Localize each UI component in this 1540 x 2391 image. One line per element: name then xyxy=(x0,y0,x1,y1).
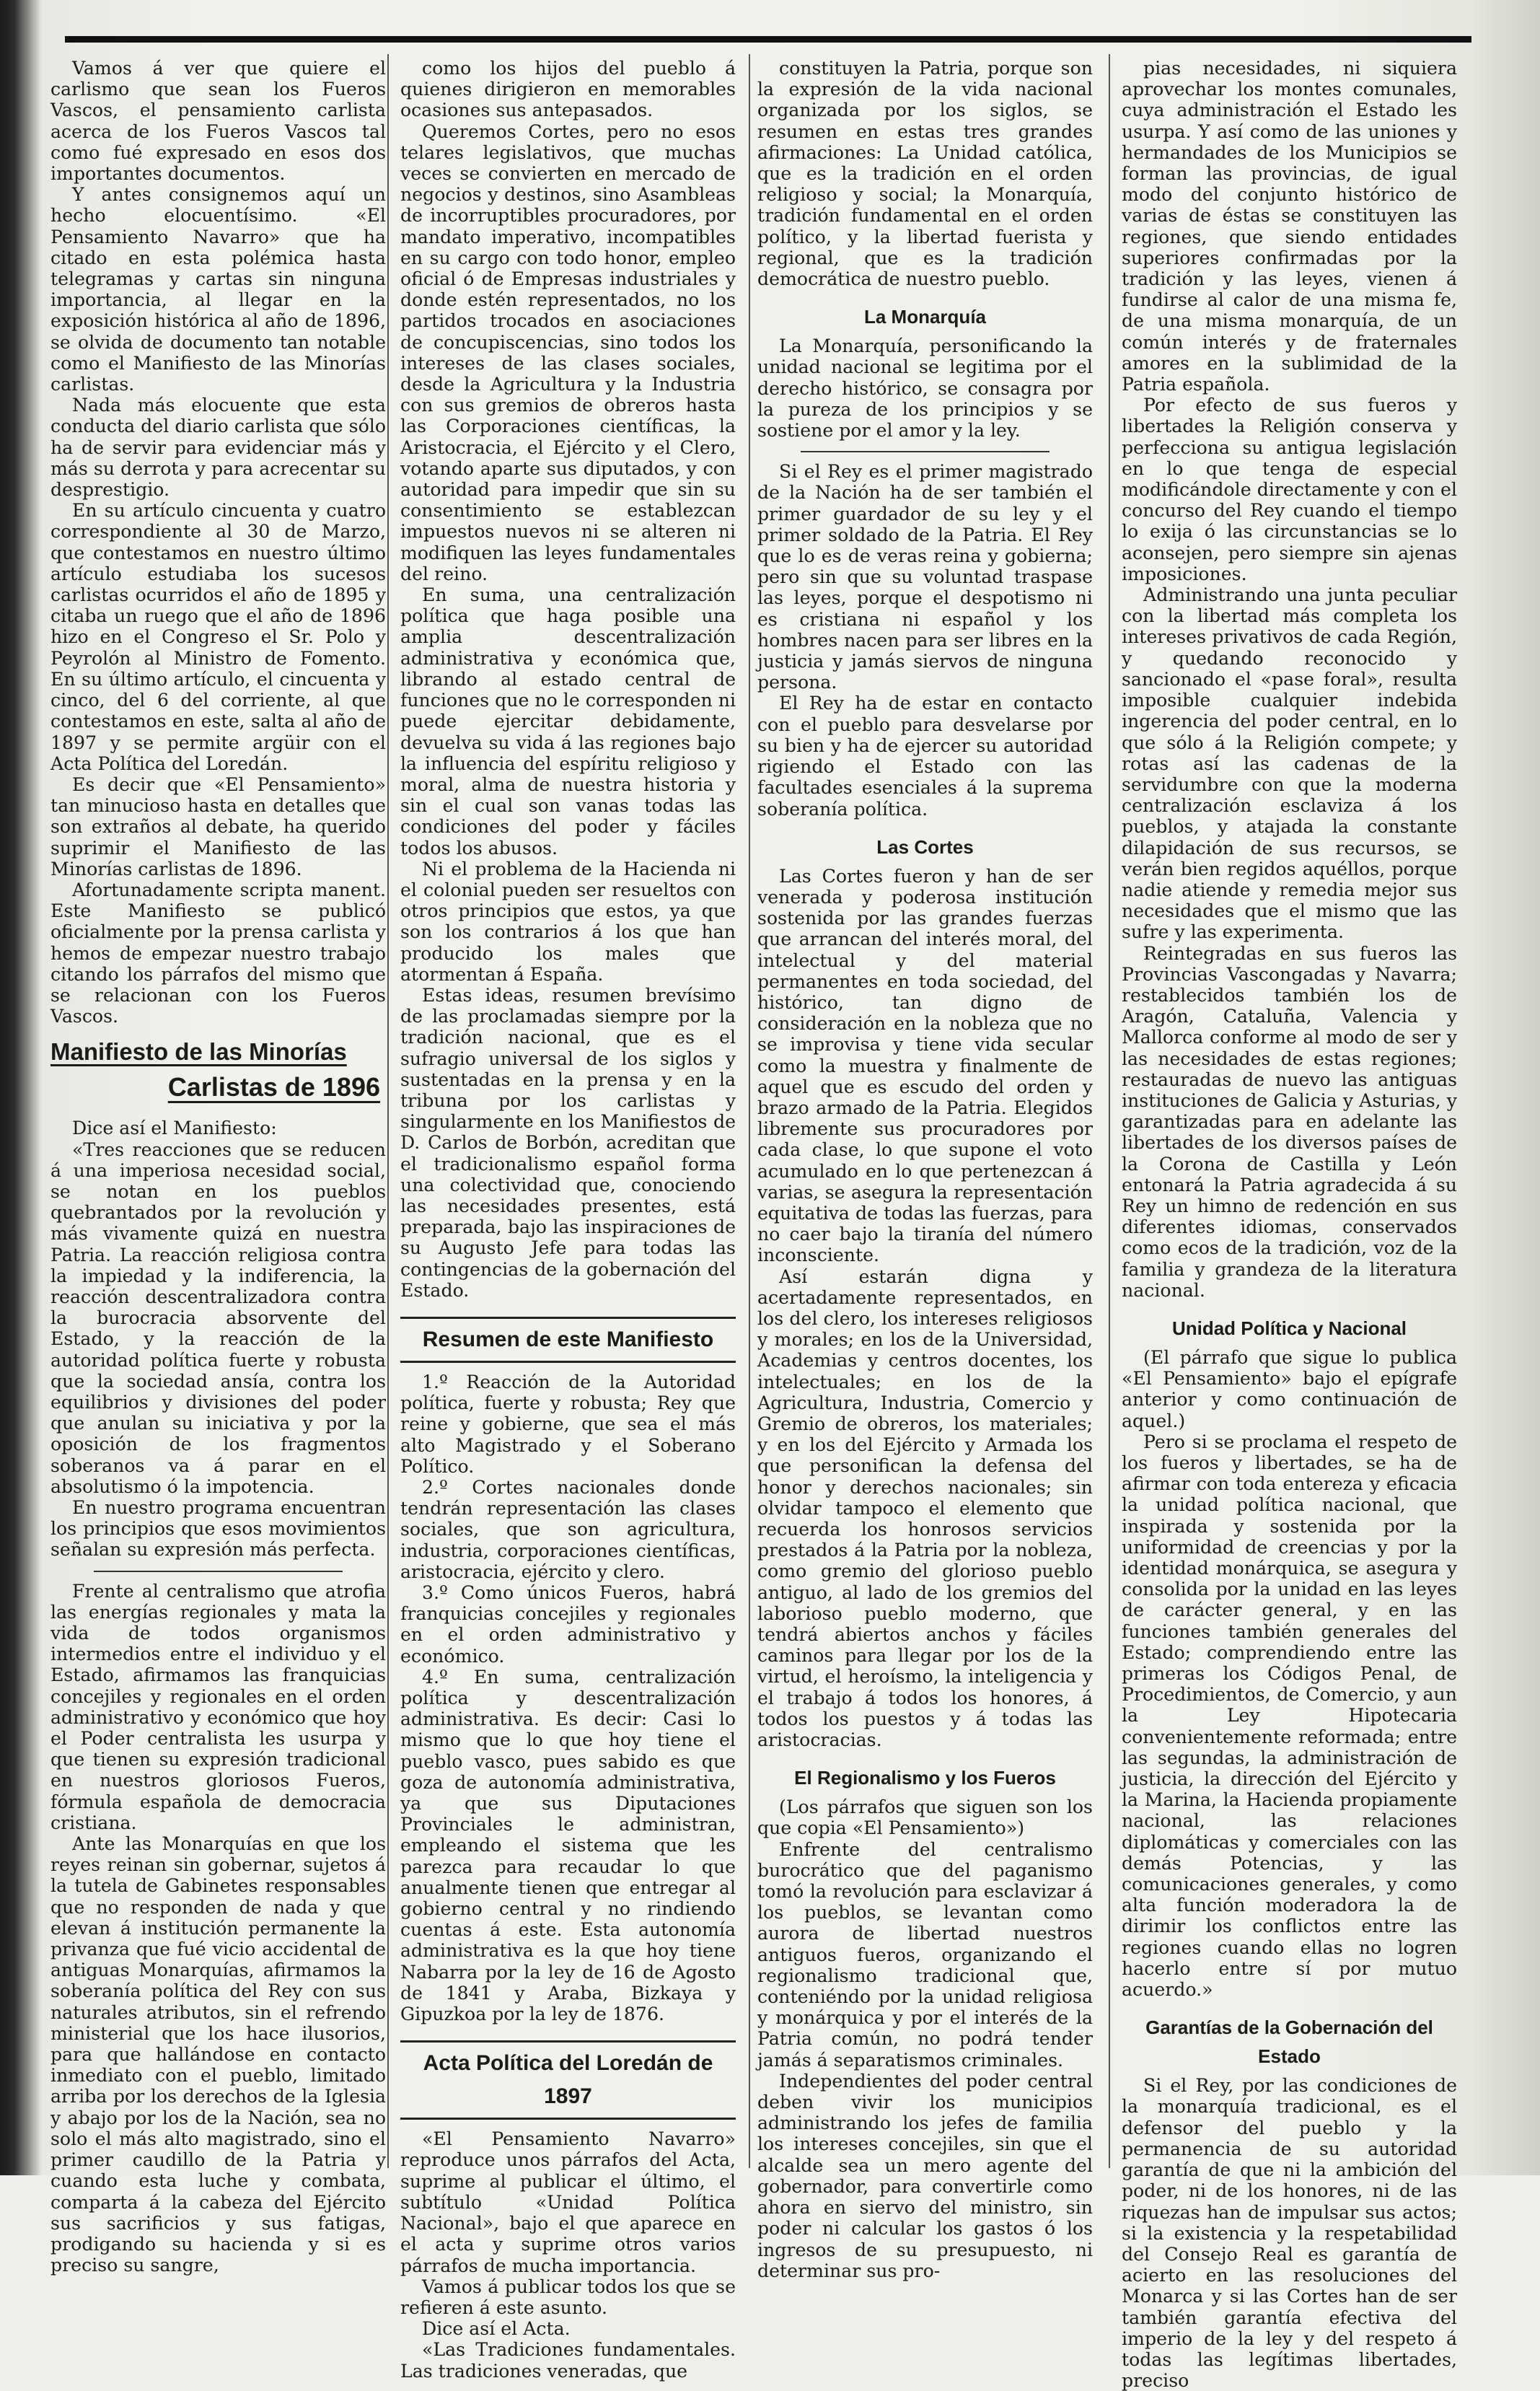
paragraph: Las Cortes fueron y han de ser venerada y poderosa institución sostenida por las grandes fuerzas que arrancan del interés moral, del intelectual y del material permanentes en toda sociedad, del histórico, tan digno de consideración en la nobleza que no se improvisa y tiene vida secular como la muestra y finalmente de aquel que es escudo del orden y brazo armado de la Patria. Elegidos libremente sus procuradores por cada clase, lo que supone el voto acumulado en lo que pertenezcan á varias, se asegura la representación equitativa de todas las fuerzas, para no caer bajo la tiranía del número inconsciente. xyxy=(757,865,1093,1266)
paragraph: En su artículo cincuenta y cuatro correspondiente al 30 de Marzo, que contestamos en nuestro último artículo estudiaba los sucesos carlistas ocurridos el año de 1895 y citaba un ruego que el año de 1896 hizo en el Congreso el Sr. Polo y Peyrolón al Ministro de Fomento. En su último artículo, el cincuenta y cinco, del 6 del corriente, al que contestamos en este, salta al año de 1897 y se permite argüir con el Acta Política del Loredán. xyxy=(50,500,386,774)
paragraph: Si el Rey, por las condiciones de la monarquía tradicional, es el defensor del pueblo y la permanencia de su autoridad garantía de que ni la ambición del poder, ni de los honores, ni de las riquezas han de impulsar sus actos; si la existencia y la respetabilidad del Consejo Real es garantía de acierto en las resoluciones del Monarca y si las Cortes han de ser también garantía efectiva del imperio de la ley y del respeto á todas las legítimas libertades, preciso xyxy=(1122,2075,1457,2391)
paragraph: (Los párrafos que siguen son los que copia «El Pensamiento») xyxy=(757,1796,1093,1839)
list-item: 1.º Reacción de la Autoridad política, fuerte y robusta; Rey que reine y gobierne, que sea el más alto Magistrado y el Soberano Político. xyxy=(400,1371,736,1477)
paragraph: «Las Tradiciones fundamentales. Las tradiciones veneradas, que xyxy=(400,2339,736,2382)
paragraph: Independientes del poder central deben vivir los municipios administrando los jefes de familia los intereses concejiles, sin que el alcalde sea un mero agente del gobernador, para convertirle como ahora en siervo del ministro, sin poder ni calcular los gastos ó los ingresos de su presupuesto, ni determinar sus pro- xyxy=(757,2070,1093,2281)
paragraph: Por efecto de sus fueros y libertades la Religión conserva y perfecciona su antigua legislación en lo que tenga de especial modificándole directamente y con el concurso del Rey cuando el tiempo lo exija ó las circunstancias se lo aconsejen, pero siempre sin ajenas imposiciones. xyxy=(1122,395,1457,584)
section-heading-manifiesto: Manifiesto de las Minorías xyxy=(50,1038,347,1066)
paragraph: Estas ideas, resumen brevísimo de las proclamadas siempre por la tradición nacional, que es el sufragio universal de los siglos y sustentadas en la prensa y en la tribuna por los carlistas y singularmente en los Manifiestos de D. Carlos de Borbón, acreditan que el tradicionalismo español forma una colectividad que, conociendo las necesidades presentes, está preparada, bajo las inspiraciones de su Augusto Jefe para todas las contingencias de la gobernación del Estado. xyxy=(400,984,736,1301)
paragraph: Nada más elocuente que esta conducta del diario carlista que sólo ha de servir para evidenciar más y más su derrota y para acrecentar su desprestigio. xyxy=(50,395,386,501)
paragraph: Vamos á publicar todos los que se refieren á este asunto. xyxy=(400,2276,736,2318)
paragraph: El Rey ha de estar en contacto con el pueblo para desvelarse por su bien y ha de ejercer su autoridad rigiendo el Estado con las facultades esenciales á la suprema soberanía política. xyxy=(757,693,1093,820)
list-item: 2.º Cortes nacionales donde tendrán representación las clases sociales, que son agricultura, industria, corporaciones científicas, aristocracia, ejército y clero. xyxy=(400,1477,736,1582)
section-heading-acta: Acta Política del Loredán de 1897 xyxy=(400,2040,736,2120)
paragraph: Ni el problema de la Hacienda ni el colonial pueden ser resueltos con otros principios que estos, ya que son los contrarios á los que han producido los males que atormentan á España. xyxy=(400,858,736,985)
paragraph: Vamos á ver que quiere el carlismo que sean los Fueros Vascos, el pensamiento carlista acerca de los Fueros Vascos tal como fué expresado en esos dos importantes documentos. xyxy=(50,58,386,185)
separator xyxy=(94,1571,343,1572)
paragraph: Queremos Cortes, pero no esos telares legislativos, que muchas veces se convierten en mercado de negocios y destinos, sino Asambleas de incorruptibles procuradores, por mandato imperativo, incompatibles en su cargo con todo honor, empleo oficial ó de Empresas industriales y donde estén representados, no los partidos trocados en asociaciones de concupiscencias, sino todos los intereses de las clases sociales, desde la Agricultura y la Industria con sus gremios de obreros hasta las Corporaciones científicas, la Aristocracia, el Ejército y el Clero, votando aparte sus diputados, y con autoridad para impedir que sin su consentimiento se establezcan impuestos nuevos ni se alteren ni modifiquen las leyes fundamentales del reino. xyxy=(400,120,736,584)
paragraph: Si el Rey es el primer magistrado de la Nación ha de ser también el primer guardador de su ley y el primer soldado de la Patria. El Rey que lo es de veras reina y gobierna; pero sin que su voluntad traspase las leyes, porque el despotismo ni es cristiana ni español y los hombres nacen para ser libres en la justicia y jamás siervos de ninguna persona. xyxy=(757,461,1093,693)
section-heading-unidad: Unidad Política y Nacional xyxy=(1171,1317,1407,1339)
paragraph: «Tres reacciones que se reducen á una imperiosa necesidad social, se notan en los pueblos quebrantados por la revolución y más vivamente quizá en nuestra Patria. La reacción religiosa contra la impiedad y la indiferencia, la reacción descentralizadora contra la burocracia absorvente del Estado, y la reacción de la autoridad política fuerte y robusta que la sociedad ansía, contra los equilibrios y divisiones del poder que anulan su iniciativa y por la oposición de los fragmentos soberanos va á parar en el absolutismo ó la impotencia. xyxy=(50,1139,386,1497)
paragraph: Afortunadamente scripta manent. Este Manifiesto se publicó oficialmente por la prensa carlista y hemos de empezar nuestro trabajo citando los párrafos del mismo que se relacionan con los Fueros Vascos. xyxy=(50,879,386,1027)
section-heading-resumen: Resumen de este Manifiesto xyxy=(400,1317,736,1363)
column-1 xyxy=(50,58,386,2276)
column-4 xyxy=(1122,58,1457,2391)
section-heading-monarquia: La Monarquía xyxy=(863,306,986,328)
section-heading-carlistas-1896: Carlistas de 1896 xyxy=(167,1072,380,1102)
paragraph: «El Pensamiento Navarro» reproduce unos párrafos del Acta, suprime al publicar el último, el subtítulo «Unidad Política Nacional», bajo el que aparece en el acta y suprime otros varios párrafos de mucha importancia. xyxy=(400,2128,736,2276)
column-rule-2 xyxy=(749,54,750,2168)
paragraph: pias necesidades, ni siquiera aprovechar los montes comunales, cuya administración el Estado les usurpa. Y así como de las uniones y hermandades de los Municipios se forman las provincias, de igual modo del conjunto histórico de varias de éstas se constituyen las regiones, que siendo entidades superiores confirmadas por la tradición y las leyes, vienen á fundirse al calor de una misma fe, de una misma monarquía, de un común interés y de fraternales amores en la sublimidad de la Patria española. xyxy=(1122,58,1457,395)
paragraph: Reintegradas en sus fueros las Provincias Vascongadas y Navarra; restablecidos también los de Aragón, Cataluña, Valencia y Mallorca conforme al modo de ser y las necesidades de estas regiones; restauradas de nuevo las antiguas instituciones de Galicia y Asturias, y garantizadas para en adelante las libertades de los diversos países de la Corona de Castilla y León entonará la Patria agradecida á su Rey un himno de redención en sus diferentes idiomas, conservados como ecos de la tradición, voz de la familia y grandeza de la literatura nacional. xyxy=(1122,942,1457,1301)
section-heading-regionalismo: El Regionalismo y los Fueros xyxy=(794,1767,1056,1789)
paragraph: (El párrafo que sigue lo publica «El Pensamiento» bajo el epígrafe anterior y como continuación de aquel.) xyxy=(1122,1346,1457,1431)
column-rule-3 xyxy=(1109,54,1110,2168)
paragraph: En suma, una centralización política que haga posible una amplia descentralización administrativa y económica que, librando al estado central de funciones que no le corresponden ni puede ejercitar debidamente, devuelva su vida á las regiones bajo la influencia del espíritu religioso y moral, alma de nuestra historia y sin el cual son vanas todas las condiciones del poder y fáciles todos los abusos. xyxy=(400,584,736,859)
separator xyxy=(801,451,1050,452)
paragraph: Pero si se proclama el respeto de los fueros y libertades, se ha de afirmar con toda entereza y eficacia la unidad política nacional, que inspirada y sostenida por la uniformidad de creencias y por la identidad monárquica, se asegura y consolida por la unidad en las leyes de carácter general, y en las funciones también generales del Estado; comprendiendo entre las primeras los Códigos Penal, de Procedimientos, de Comercio, y aun la Ley Hipotecaria convenientemente reformada; entre las segundas, la administración de justicia, la dirección del Ejército y la Marina, la Hacienda propiamente nacional, las relaciones diplomáticas y comerciales con las demás Potencias, y las comunicaciones generales, y como alta función moderadora la de dirimir los conflictos entre las regiones cuando ellas no logren hacerlo entre sí por mutuo acuerdo.» xyxy=(1122,1431,1457,2001)
list-item: 4.º En suma, centralización política y descentralización administrativa. Es decir: Casi lo mismo que lo que hoy tiene el pueblo vasco, pues sabido es que goza de autonomía administrativa, ya que sus Diputaciones Provinciales le administran, empleando el sistema que les parezca para recaudar lo que anualmente tienen que entregar al gobierno central y no rindiendo cuentas á este. Esta autonomía administrativa es la que hoy tiene Nabarra por la ley de 16 de Agosto de 1841 y Araba, Bizkaya y Gipuzkoa por la ley de 1876. xyxy=(400,1666,736,2025)
column-rule-1 xyxy=(387,54,389,2168)
paragraph: como los hijos del pueblo á quienes dirigieron en memorables ocasiones sus antepasados. xyxy=(400,58,736,121)
paragraph: La Monarquía, personificando la unidad nacional se legitima por el derecho histórico, se consagra por la pureza de los principios y se sostiene por el amor y la ley. xyxy=(757,335,1093,442)
column-3 xyxy=(757,58,1093,2281)
paragraph: constituyen la Patria, porque son la expresión de la vida nacional organizada por los siglos, se resumen en estas tres grandes afirmaciones: La Unidad católica, que es la tradición en el orden religioso y social; la Monarquía, tradición fundamental en el orden político, y la libertad fuerista y regional, que es la tradición democrática de nuestro pueblo. xyxy=(757,58,1093,290)
paragraph: Frente al centralismo que atrofia las energías regionales y mata la vida de todos organismos intermedios entre el individuo y el Estado, afirmamos las franquicias concejiles y regionales en el orden administrativo y económico que hoy el Poder centralista les usurpa y que tienen su expresión tradicional en nuestros gloriosos Fueros, fórmula española de democracia cristiana. xyxy=(50,1580,386,1833)
paragraph: Ante las Monarquías en que los reyes reinan sin gobernar, sujetos á la tutela de Gabinetes responsables que no responden de nada y que elevan á institución permanente la privanza que fué vicio accidental de antiguas Monarquías, afirmamos la soberanía política del Rey con sus naturales atributos, sin el refrendo ministerial que los hace ilusorios, para que hallándose en contacto inmediato con el pueblo, limitado arriba por los derechos de la Iglesia y abajo por los de la Nación, sea no solo el más alto magistrado, sino el primer caudillo de la Patria y cuando esta luche y combata, comparta á la cabeza del Ejército sus sacrificios y sus fatigas, prodigando su hacienda y si es preciso su sangre, xyxy=(50,1833,386,2276)
top-rule xyxy=(65,36,1471,43)
paragraph: Enfrente del centralismo burocrático que del paganismo tomó la revolución para esclavizar á los pueblos, se levantan como aurora de libertad nuestros antiguos fueros, organizando el regionalismo tradicional que, conteniéndo por la unidad religiosa y monárquica y por el interés de la Patria común, no podrá tender jamás á separatismos criminales. xyxy=(757,1838,1093,2071)
paragraph: Dice así el Manifiesto: xyxy=(72,1118,277,1139)
paragraph: Así estarán digna y acertadamente representados, en los del clero, los intereses religiosos y morales; en los de la Universidad, Academias y centros docentes, los intelectuales; en los de la Agricultura, Industria, Comercio y Gremio de obreros, los materiales; y en los del Ejército y Armada los que personifican la defensa del honor y derechos nacionales; sin olvidar tampoco el elemento que recuerda los honrosos servicios prestados á la Patria por la nobleza, como gremio del glorioso pueblo antiguo, al lado de los gremios del laborioso pueblo moderno, que tendrá abiertos anchos y fáciles caminos para llegar por los de la virtud, el heroísmo, la inteligencia y el trabajo á todos los honores, á todos los puestos y á todas las aristocracias. xyxy=(757,1265,1093,1751)
paragraph: Y antes consignemos aquí un hecho elocuentísimo. «El Pensamiento Navarro» que ha citado en esta polémica hasta telegramas y cartas sin ninguna importancia, al llegar en la exposición histórica al año de 1896, se olvida de documento tan notable como el Manifiesto de las Minorías carlistas. xyxy=(50,184,386,395)
section-heading-cortes: Las Cortes xyxy=(876,835,974,858)
paragraph: En nuestro programa encuentran los principios que esos movimientos señalan su expresión más perfecta. xyxy=(50,1497,386,1561)
section-heading-garantias: Garantías de la Gobernación del Estado xyxy=(1145,2017,1433,2068)
column-2 xyxy=(400,58,736,2382)
list-item: 3.º Como únicos Fueros, habrá franquicias concejiles y regionales en el orden administrativo y económico. xyxy=(400,1582,736,1667)
paragraph: Administrando una junta peculiar con la libertad más completa los intereses privativos de cada Región, y quedando reconocido y sancionado el «pase foral», resulta imposible cualquier indebida ingerencia del poder central, en lo que sólo á la Religión compete; y rotas así las cadenas de la servidumbre con que la moderna centralización esclaviza á los pueblos, y atajada la constante dilapidación de sus recursos, se verán bien regidos aquéllos, porque nadie atiende y remedia mejor sus necesidades que el mismo que las sufre y las experimenta. xyxy=(1122,584,1457,943)
paragraph: Dice así el Acta. xyxy=(422,2318,571,2340)
paragraph: Es decir que «El Pensamiento» tan minucioso hasta en detalles que son extraños al debate, ha querido suprimir el Manifiesto de las Minorías carlistas de 1896. xyxy=(50,773,386,879)
